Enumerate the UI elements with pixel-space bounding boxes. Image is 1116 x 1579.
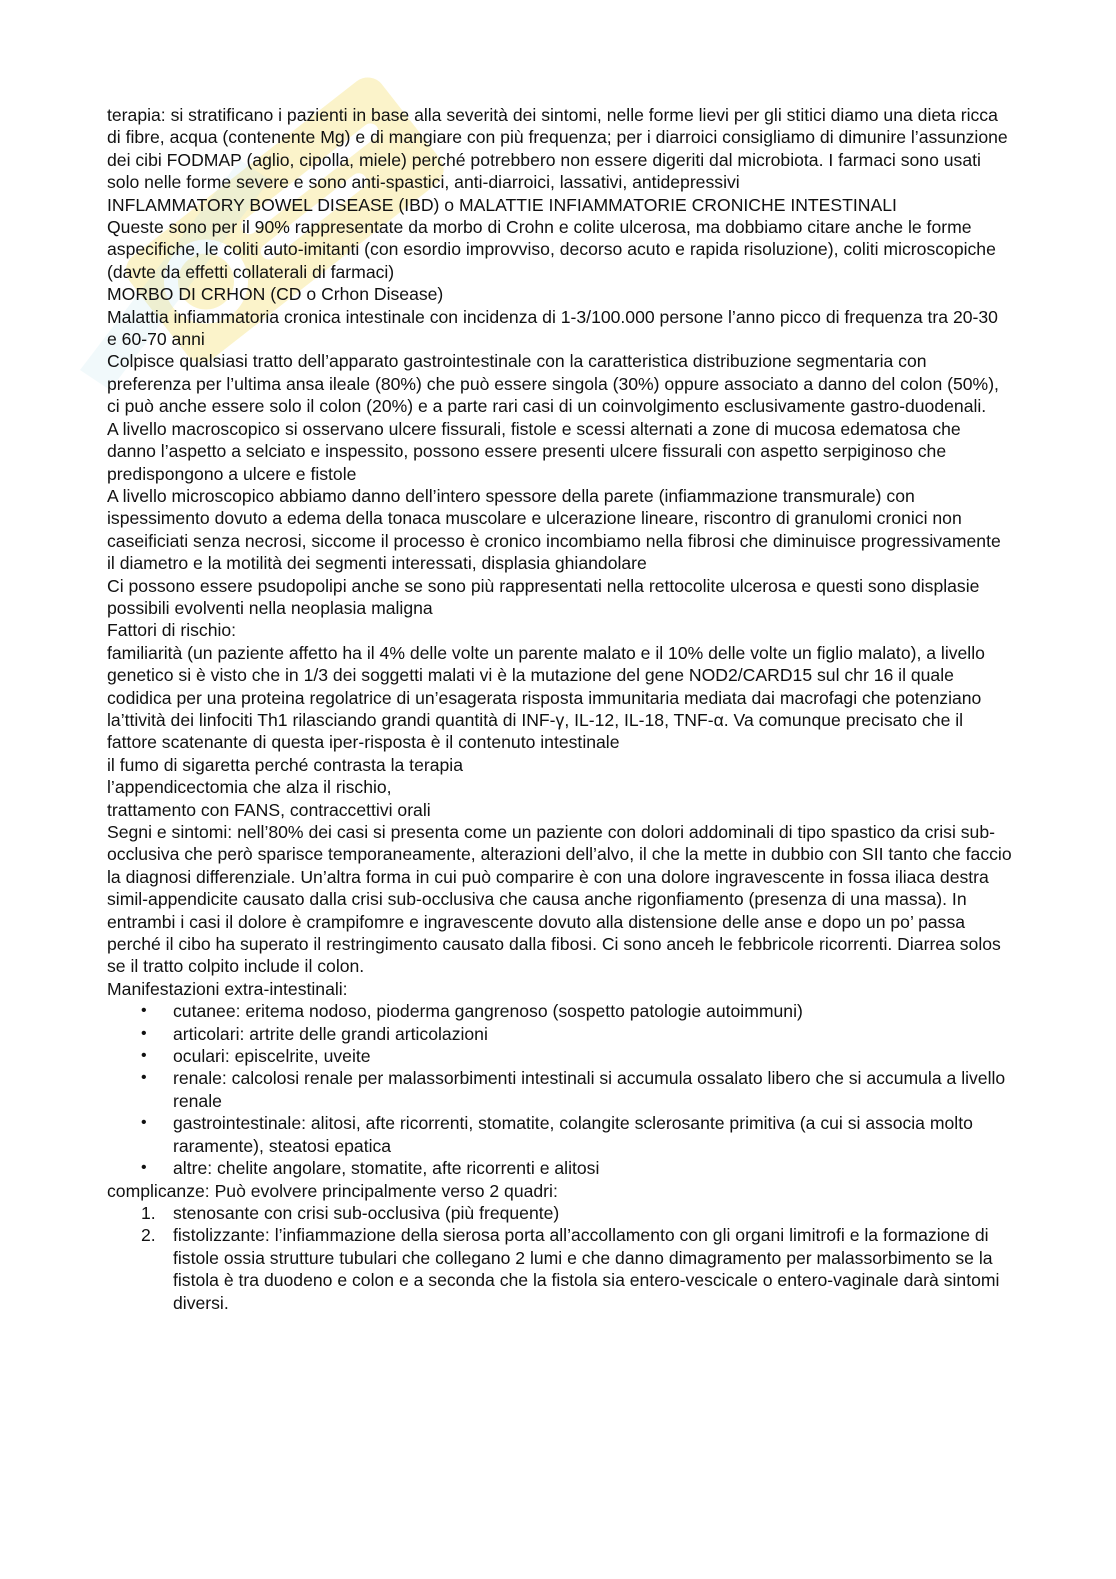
list-item: • gastrointestinale: alitosi, afte ricorrenti, stomatite, colangite sclerosante primitiva (a cui si associa molto raramente), steatosi epatica [107, 1112, 1012, 1157]
paragraph-ibd-intro: Queste sono per il 90% rappresentate da morbo di Crohn e colite ulcerosa, ma dobbiamo citare anche le forme aspecifiche, le coliti auto-imitanti (con esordio improvviso, decorso acuto e rapida risoluzione), coliti microscopiche (davte da effetti collaterali di farmaci) [107, 217, 996, 282]
paragraph-segni-sintomi: Segni e sintomi: nell’80% dei casi si presenta come un paziente con dolori addominali di tipo spastico da crisi sub-occlusiva che però sparisce temporaneamente, alterazioni dell’alvo, il che la mette in dubbio con SII tanto che faccio la diagnosi differenziale. Un’altra forma in cui può comparire è con una dolore ingravescente in fossa iliaca destra simil-appendicite causato dalla crisi sub-occlusiva che causa anche rigonfiamento (presenza di una massa). In entrambi i casi il dolore è crampifomre e ingravescente dovuto alla distensione delle anse e dopo un po’ passa perché il cibo ha superato il restringimento causato dalla fibosi. Ci sono anceh le febbricole ricorrenti. Diarrea solos se il tratto colpito include il colon. [107, 822, 1012, 977]
heading-complicanze: complicanze: Può evolvere principalmente verso 2 quadri: [107, 1180, 558, 1201]
list-item: • cutanee: eritema nodoso, pioderma gangrenoso (sospetto patologie autoimmuni) [107, 1000, 1012, 1022]
paragraph-fumo: il fumo di sigaretta perché contrasta la terapia [107, 754, 463, 775]
paragraph-macroscopico: A livello macroscopico si osservano ulcere fissurali, fistole e scessi alternati a zone di mucosa edematosa che danno l’aspetto a selciato e inspessito, possono essere presenti ulcere fissurali con aspetto serpiginoso che predispongono a ulcere e fistole [107, 418, 961, 484]
list-number: 2. [141, 1225, 156, 1246]
paragraph-fans: trattamento con FANS, contraccettivi orali [107, 799, 431, 820]
numbered-list-complicanze [107, 1202, 1012, 1314]
paragraph-familiarita: familiarità (un paziente affetto ha il 4% delle volte un parente malato e il 10% delle volte un figlio malato), a livello genetico si è visto che in 1/3 dei soggetti malati vi è la mutazione del gene NOD2/CARD15 sul chr 16 il quale codidica per una proteina regolatrice di un’esagerata risposta immunitaria mediata dai macrofagi che potenziano la’ttività dei linfociti Th1 rilasciando grandi quantità di INF-γ, IL-12, IL-18, TNF-α. Va comunque precisato che il fattore scatenante di questa iper-risposta è il contenuto intestinale [107, 642, 985, 753]
list-item [107, 1224, 1012, 1314]
list-item-text: fistolizzante: l’infiammazione della sierosa porta all’accollamento con gli organi limitrofi e la formazione di fistole ossia strutture tubulari che collegano 2 lumi e che danno dimagramento per malassorbimento se la fistola è tra duodeno e colon e a seconda che la fistola sia entero-vescicale o entero-vaginale darà sintomi diversi. [173, 1225, 1000, 1313]
document-page [107, 104, 1012, 1314]
list-item [107, 1202, 1012, 1224]
list-number: 1. [141, 1202, 156, 1223]
heading-morbo-crohn: MORBO DI CRHON (CD o Crhon Disease) [107, 284, 444, 305]
list-item: • renale: calcolosi renale per malassorbimenti intestinali si accumula ossalato libero che si accumula a livello renale [107, 1067, 1012, 1112]
list-item-text: stenosante con crisi sub-occlusiva (più frequente) [173, 1202, 560, 1223]
paragraph-distribuzione: Colpisce qualsiasi tratto dell’apparato gastrointestinale con la caratteristica distribuzione segmentaria con preferenza per l’ultima ansa ileale (80%) che può essere singola (30%) oppure associato a danno del colon (50%), ci può anche essere solo il colon (20%) e a parte rari casi di un coinvolgimento esclusivamente gastro-duodenali. [107, 351, 999, 417]
heading-ibd: INFLAMMATORY BOWEL DISEASE (IBD) o MALATTIE INFIAMMATORIE CRONICHE INTESTINALI [107, 194, 897, 215]
list-item: • altre: chelite angolare, stomatite, afte ricorrenti e alitosi [107, 1157, 1012, 1179]
heading-manifestazioni: Manifestazioni extra-intestinali: [107, 978, 348, 999]
paragraph-appendicectomia: l’appendicectomia che alza il rischio, [107, 777, 392, 798]
paragraph-terapia: terapia: si stratificano i pazienti in base alla severità dei sintomi, nelle forme lievi per gli stitici diamo una dieta ricca di fibre, acqua (contenente Mg) e di mangiare con più frequenza; per i diarroici consigliamo di dimunire l’assunzione dei cibi FODMAP (aglio, cipolla, miele) perché potrebbero non essere digeriti dal microbiota. I farmaci sono usati solo nelle forme severe e sono anti-spastici, anti-diarroici, lassativi, antidepressivi [107, 105, 1008, 193]
paragraph-incidenza: Malattia infiammatoria cronica intestinale con incidenza di 1-3/100.000 persone l’anno picco di frequenza tra 20-30 e 60-70 anni [107, 306, 998, 350]
paragraph-pseudopolipi: Ci possono essere psudopolipi anche se sono più rappresentati nella rettocolite ulcerosa e questi sono displasie possibili evolventi nella neoplasia maligna [107, 575, 980, 618]
heading-fattori-rischio: Fattori di rischio: [107, 620, 237, 641]
list-item: • oculari: episcelrite, uveite [107, 1045, 1012, 1067]
paragraph-microscopico: A livello microscopico abbiamo danno dell’intero spessore della parete (infiammazione transmurale) con ispessimento dovuto a edema della tonaca muscolare e ulcerazione lineare, riscontro di granulomi cronici non caseificiati senza necrosi, siccome il processo è cronico incombiamo nella fibrosi che diminuisce progressivamente il diametro e la motilità dei segmenti interessati, displasia ghiandolare [107, 485, 1001, 574]
list-item: • articolari: artrite delle grandi articolazioni [107, 1023, 1012, 1045]
bullet-list-manifestazioni [107, 1000, 1012, 1179]
